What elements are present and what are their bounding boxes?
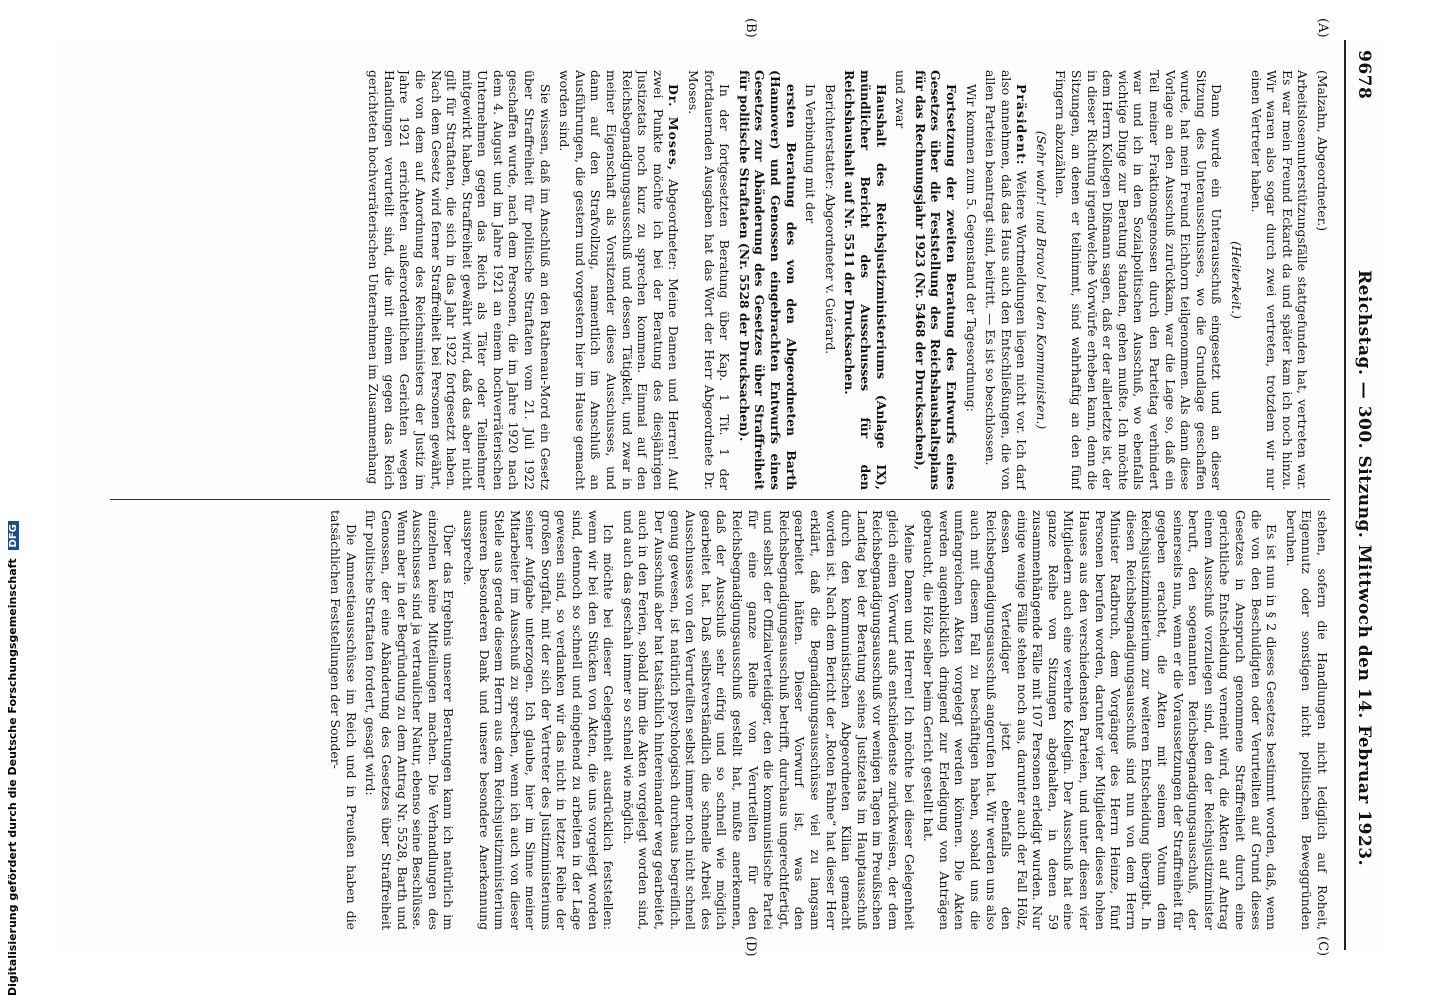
paragraph — [620, 510, 916, 930]
paragraph — [842, 70, 889, 490]
margin-marker-b: (B) — [743, 18, 758, 38]
paragraph — [363, 510, 457, 930]
margin-marker-a: (A) — [1315, 18, 1330, 38]
paragraph-text: (Malzahn, Abgeordneter.) — [1315, 70, 1330, 232]
paragraph-text: ersten Beratung des von den Abgeordneten Barth (Hannover) und Genossen eingebrachten Entwurfs eines Gesetzes zur Abänderung des Gesetzes über Straffreiheit für politische Straftaten (Nr. 5528 der Drucksachen). — [736, 70, 799, 490]
right-text-column — [110, 510, 1330, 930]
paragraph-text: Fortsetzung der zweiten Beratung des Entwurfs eines Gesetzes über die Feststellung des Reichshaushaltsplans für das Rechnungsjahr 1923 (Nr. 5468 der Drucksachen), — [912, 70, 959, 490]
digitization-credit — [6, 521, 19, 996]
paragraph-text: Es ist nun in § 2 dieses Gesetzes bestimmt worden, daß, wenn die von den Beschuldigten oder Verurteilten auf Grund dieses Gesetzes in Anspruch genommene Straffreiheit durch eine gerichtliche Entscheidung verneint wird, die Akten auf Antrag einem Ausschuß vorzulegen sind, den der Reichsjustizminister beruft, den sogenannten Reichsbegnadigungsausschuß, der seinerseits nun, wenn er die Voraussetzungen der Straffreiheit für gegeben erachtet, die Akten mit seinem Votum dem Reichsjustizministerium zur weiteren Entscheidung übergibt. In diesen Reichsbegnadigungsausschuß sind nun von dem Herrn Minister Radbruch, dem Vorgänger des Herrn Heinze, fünf Personen berufen worden, darunter vier Mitglieder dieses hohen Hauses aus den verschiedensten Parteien, und unter diesen vier Mitgliedern auch eine verehrte Kollegin. Der Ausschuß hat eine ganze Reihe von Sitzungen abgehalten, in denen 59 zusammenhängende Fälle mit 107 Personen erledigt wurden. Nur einige wenige Fälle stehen noch aus, darunter auch der Fall Hölz, dessen Verteidiger jetzt ebenfalls den Reichsbegnadigungsausschuß angerufen hat. Wir werden uns also auch mit diesem Fall zu beschäftigen haben, sobald uns die umfangreichen Akten vorgelegt werden können. Die Akten werden augenblicklich dringend zur Erledigung von Anträgen gebraucht, die Hölz selber beim Gericht gestellt hat. — [921, 510, 1280, 930]
paragraph — [685, 70, 732, 490]
paragraph — [736, 70, 798, 490]
paragraph-text: stehen, sofern die Handlungen nicht lediglich auf Roheit, Eigennutz oder sonstigen nicht politischen Beweggründen beruhen. — [1283, 510, 1330, 930]
paragraph — [983, 70, 1030, 490]
paragraph — [1228, 70, 1244, 490]
running-title: Reichstag. — 300. Sitzung. Mittwoch den 14. Februar 1923. — [1354, 270, 1374, 867]
paragraph-text: Sie wissen, daß im Anschluß an den Rathenau-Mord ein Gesetz über Straffreiheit für politische Straftaten vom 21. Juli 1922 geschaffen wurde, nach dem Personen, die im Jahre 1920 nach dem 4. August und im Jahre 1921 an einem hochverräterischen Unternehmen gegen das Reich als Täter oder Teilnehmer mitgewirkt haben, Straffreiheit gewährt wird, daß das aber nicht gilt für Straftaten, die sich in das Jahr 1922 fortgesetzt haben. Nach dem Gesetz wird ferner Straffreiheit bei Personen gewährt, die von dem auf Anordnung des Reichsministers der Justiz im Jahre 1921 errichteten außerordentlichen Gerichten wegen Handlungen verurteilt sind, die mit einem gegen das Reich gerichteten hochverräterischen Unternehmen im Zusammenhang — [366, 70, 553, 490]
rotated-scanned-page — [60, 18, 1380, 957]
paragraph-text: Arbeitslosenunterstützungsfälle stattgefunden hat, vertreten war. Es war mein Freund Eckardt da und später kam ich noch hinzu. Wir waren also sogar durch zwei vertreten, trotzdem wir nur einen Vertreter haben. — [1248, 70, 1311, 490]
column-divider — [110, 499, 1330, 500]
paragraph — [366, 70, 553, 490]
paragraph-text: Über das Ergebnis unserer Beratungen kann ich natürlich im einzelnen keine Mitteilungen machen. Die Verhandlungen des Ausschusses sind ja vertraulicher Natur, ebenso seine Beschlüsse. Wenn aber in der Begründung zu dem Antrag Nr. 5528, Barth und Genossen, der eine Abänderung des Gesetzes über Straffreiheit für politische Straftaten fordert, gesagt wird: — [363, 510, 457, 930]
paragraph — [1053, 70, 1225, 490]
paragraph — [1314, 70, 1330, 490]
dfg-logo: DFG — [8, 521, 19, 550]
speaker-name: Dr. Moses, — [666, 84, 682, 172]
paragraph — [803, 70, 819, 490]
paragraph-text: Weitere Wortmeldungen liegen nicht vor. Ich darf also annehmen, daß das Haus auch den Entschließungen, die von allen Parteien beantragt sind, beitritt. — Es ist so beschlossen. — [983, 70, 1030, 490]
paragraph-text: In Verbindung mit der — [803, 84, 819, 224]
paragraph-text: (Heiterkeit.) — [1229, 241, 1245, 319]
paragraph — [822, 70, 838, 490]
page-header — [1346, 40, 1380, 950]
paragraph — [557, 70, 682, 490]
header-rule — [1344, 40, 1346, 950]
paragraph — [912, 70, 959, 490]
paragraph-text: Die Amnestieausschüsse im Reich und in Preußen haben die tatsächlichen Feststellungen der Sonder- — [328, 510, 359, 930]
paragraph-text: Ich möchte bei dieser Gelegenheit ausdrücklich feststellen: wenn wir bei den Stücken von Akten, die uns vorgelegt worden sind, dennoch so schnell und eingehend zu arbeiten in der Lage gewesen sind, so verdanken wir das nicht in letzter Reihe der großen Sorgfalt, mit der sich der Vertreter des Justizministeriums seiner Aufgabe unterzogen. Ich glaube, hier im Sinne meiner Mitarbeiter im Ausschuß zu sprechen, wenn ich auch von dieser Stelle aus gerade diesem Herrn aus dem Reichsjustizministerium unseren besonderen Dank und unsere besondere Anerkennung ausspreche. — [460, 510, 617, 930]
paragraph-text: Meine Damen und Herren! Ich möchte bei dieser Gelegenheit gleich einen Vorwurf aufs entschiedenste zurückweisen, der dem Reichsbegnadigungsausschuß vor wenigen Tagen im Preußischen Landtag bei der Beratung seines Justizetats im Hauptausschuß durch den kommunistischen Abgeordneten Kilian gemacht worden ist. Nach dem Bericht der „Roten Fahne“ hat dieser Herr erklärt, daß die Begnadigungsausschüsse viel zu langsam gearbeitet hätten. Dieser Vorwurf ist, was den Reichsbegnadigungsausschuß betrifft, durchaus ungerechtfertigt, und selbst der Offizialverteidiger, den die kommunistische Partei für eine ganze Reihe von Verurteilten für den Reichsbegnadigungsausschuß gestellt hat, mußte anerkennen, daß der Ausschuß sehr eifrig und so schnell wie möglich gearbeitet hat. Daß selbstverständlich die schnelle Arbeit des Ausschusses von den Verurteilten selbst immer noch nicht schnell genug gewesen, ist natürlich psychologisch durchaus begreiflich. Der Ausschuß aber hat tatsächlich hintereinander weg gearbeitet, auch in den Ferien, sobald ihm die Akten vorgelegt worden sind, und auch das geschah immer so schnell wie möglich. — [620, 510, 917, 930]
paragraph — [893, 70, 909, 490]
speaker-name: Präsident: — [1014, 84, 1030, 166]
paragraph — [1033, 70, 1049, 490]
page-number: 9678 — [1354, 50, 1374, 100]
paragraph-text: und zwar — [893, 70, 909, 129]
paragraph-text: Dann wurde ein Unterausschuß eingesetzt und an dieser Sitzung des Unterausschusses, wo die Grundlage geschaffen wurde, hat mein Freund Eichhorn teilgenommen. Als dann diese Vorlage an den Ausschuß zurückkam, war die Lage so, daß ein Teil meiner Fraktionsgenossen durch den Parteitag verhindert war und ich in den Sozialpolitischen Ausschuß, wo ebenfalls wichtige Dinge zur Beratung standen, gehen mußte. Ich möchte dem Herrn Kollegen Dißmann sagen, daß er der allerletzte ist, der in dieser Richtung irgendwelche Vorwürfe erheben kann, denn die Sitzungen, an denen er teilnimmt, sind wahrhaftig an den fünf Fingern abzuzählen. — [1053, 70, 1225, 490]
margin-marker-c: (C) — [1315, 936, 1330, 957]
credit-text: Digitalisierung gefördert durch die Deutsche Forschungsgemeinschaft — [6, 558, 19, 996]
paragraph — [963, 70, 979, 490]
paragraph — [1283, 510, 1330, 930]
paragraph-text: Abgeordneter: Meine Damen und Herren! Auf zwei Punkte möchte ich bei der Beratung des diesjährigen Justizetats noch kurz zu sprechen kommen. Einmal auf den Reichsbegnadigungsausschuß und dessen Tätigkeit, und zwar in meiner Eigenschaft als Vorsitzender dieses Ausschusses, und dann auf den Strafvollzug, namentlich im Anschluß an Ausführungen, die gestern und vorgestern hier im Hause gemacht worden sind. — [557, 70, 682, 490]
paragraph-text: Berichterstatter: Abgeordneter v. Guérard. — [822, 84, 838, 355]
paragraph — [460, 510, 616, 930]
paragraph — [1248, 70, 1310, 490]
paragraph — [921, 510, 1280, 930]
paragraph-text: Haushalt des Reichsjustizministeriums (Anlage IX), mündlicher Bericht des Ausschusses für den Reichshaushalt auf Nr. 5511 der Drucksachen. — [842, 70, 889, 490]
margin-marker-d: (D) — [743, 936, 758, 957]
paragraph-text: (Sehr wahr! und Bravo! bei den Kommunisten.) — [1033, 130, 1049, 430]
left-text-column — [110, 70, 1330, 490]
paragraph — [328, 510, 359, 930]
paragraph-text: Wir kommen zum 5. Gegenstand der Tagesordnung: — [963, 84, 979, 412]
paragraph-text: In der fortgesetzten Beratung über Kap. 1 Tit. 1 der fortdauernden Ausgaben hat das Wort der Herr Abgeordnete Dr. Moses. — [686, 70, 733, 490]
